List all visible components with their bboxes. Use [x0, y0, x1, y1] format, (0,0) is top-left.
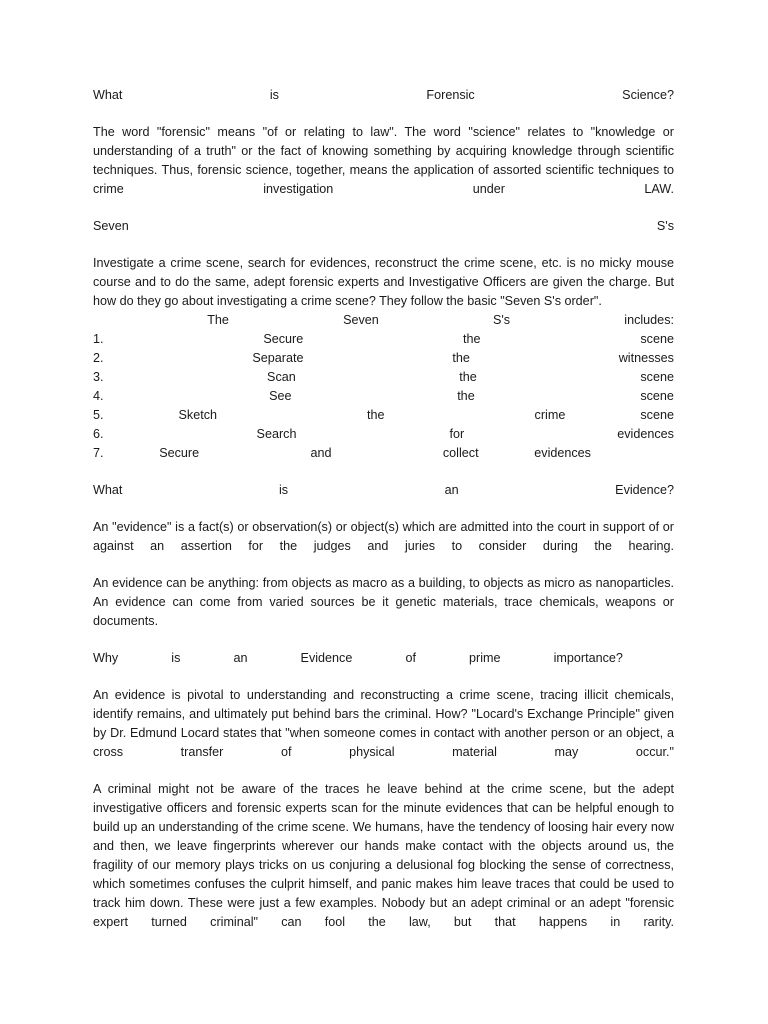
list-number: 6.	[93, 427, 104, 441]
list-word: Secure	[263, 332, 304, 346]
list-intro-word: Seven	[343, 313, 379, 327]
list-word: evidences	[617, 427, 674, 441]
list-word: Separate	[252, 351, 304, 365]
list-word: the	[452, 351, 470, 365]
paragraph-locard-principle: An evidence is pivotal to understanding and reconstructing a crime scene, tracing illicit chemicals, identify remains, and ultimately put behind bars the criminal. How? "Locard's Exchange Principle" given by Dr. Edmund Locard states that "when someone comes in contact with another person or an object, a cross transfer of physical material may occur."	[93, 688, 674, 759]
heading-why-evidence-prime-importance	[93, 649, 623, 668]
list-word: Sketch	[178, 408, 218, 422]
list-intro-word: S's	[492, 313, 511, 327]
list-word: the	[463, 332, 481, 346]
heading-word: Seven	[93, 219, 129, 233]
heading-word: Evidence?	[615, 483, 674, 497]
list-number: 5.	[93, 408, 104, 422]
heading-word: Forensic	[426, 88, 475, 102]
paragraph-forensic-definition: The word "forensic" means "of or relating to law". The word "science" relates to "knowledge or understanding of a truth" or the fact of knowing something by acquiring knowledge through scientific techniques. Thus, forensic science, together, means the application of assorted scientific techniques to crime investigation under LAW.	[93, 125, 674, 196]
list-item	[93, 330, 674, 349]
list-intro-word: The	[207, 313, 229, 327]
heading-what-is-an-evidence	[93, 481, 674, 500]
list-number: 4.	[93, 389, 104, 403]
heading-word: S's	[656, 219, 674, 233]
list-item	[93, 349, 674, 368]
list-item	[93, 368, 674, 387]
heading-word: What	[93, 483, 123, 497]
list-word: scene	[640, 332, 674, 346]
list-word: the	[457, 389, 475, 403]
list-word: witnesses	[618, 351, 674, 365]
paragraph-evidence-anything: An evidence can be anything: from objects as macro as a building, to objects as micro as nanoparticles. An evidence can come from varied sources be it genetic materials, trace chemicals, weapons or documents.	[93, 576, 674, 628]
heading-word: Why	[93, 651, 119, 665]
seven-s-list	[93, 330, 674, 463]
list-word: Search	[256, 427, 297, 441]
heading-word: Science?	[622, 88, 674, 102]
heading-word: prime	[469, 651, 501, 665]
list-word: evidences	[534, 446, 591, 460]
heading-word: an	[444, 483, 459, 497]
heading-word: is	[278, 483, 289, 497]
list-word: Secure	[159, 446, 200, 460]
heading-word: What	[93, 88, 123, 102]
list-item	[93, 387, 674, 406]
heading-word: Evidence	[300, 651, 353, 665]
list-item	[93, 425, 674, 444]
heading-word: is	[269, 88, 279, 102]
paragraph-evidence-definition: An "evidence" is a fact(s) or observation(s) or object(s) which are admitted into the court in support of or against an assertion for the judges and juries to consider during the hearing.	[93, 520, 674, 553]
paragraph-investigate-crime-scene: Investigate a crime scene, search for evidences, reconstruct the crime scene, etc. is no micky mouse course and to do the same, adept forensic experts and Investigative Officers are given the charge. But how do they go about investigating a crime scene? They follow the basic "Seven S's order".	[93, 256, 674, 308]
heading-word: is	[171, 651, 181, 665]
paragraph-criminal-traces: A criminal might not be aware of the traces he leave behind at the crime scene, but the adept investigative officers and forensic experts scan for the minute evidences that can be helpful enough to build up an understanding of the crime scene. We humans, have the tendency of loosing hair every now and then, we leave fingerprints wherever our hands make contact with the objects around us, the fragility of our memory plays tricks on us conjuring a delusional fog blocking the sense of correctness, which sometimes confuses the culprit himself, and panic makes him leave traces that could be used to track him down. These were just a few examples. Nobody but an adept criminal or an adept "forensic expert turned criminal" can fool the law, but that happens in rarity.	[93, 782, 674, 929]
heading-word: importance?	[553, 651, 623, 665]
list-word: See	[269, 389, 292, 403]
list-item	[93, 444, 591, 463]
heading-word: an	[233, 651, 248, 665]
list-item	[93, 406, 674, 425]
list-word: the	[367, 408, 385, 422]
heading-word: of	[405, 651, 416, 665]
list-word: Scan	[267, 370, 296, 384]
list-number: 1.	[93, 332, 104, 346]
list-number: 2.	[93, 351, 104, 365]
list-word: and	[310, 446, 332, 460]
list-word: collect	[442, 446, 479, 460]
list-word: scene	[640, 389, 674, 403]
list-number: 3.	[93, 370, 104, 384]
list-number: 7.	[93, 446, 104, 460]
list-intro-word: includes:	[624, 313, 674, 327]
list-word: crime	[534, 408, 566, 422]
list-word: scene	[640, 370, 674, 384]
heading-seven-ss	[93, 217, 674, 236]
heading-what-is-forensic-science	[93, 86, 674, 105]
list-word: the	[459, 370, 477, 384]
list-word: scene	[640, 408, 674, 422]
list-intro	[93, 311, 674, 330]
list-word: for	[449, 427, 465, 441]
